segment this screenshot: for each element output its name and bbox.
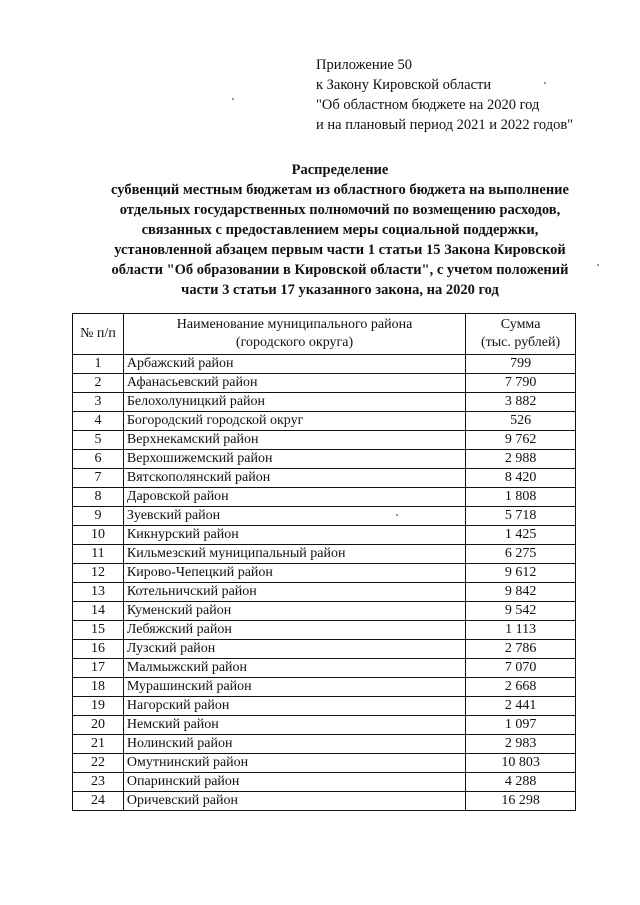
cell-name: Куменский район (123, 602, 465, 621)
appendix-line: "Об областном бюджете на 2020 год (316, 97, 540, 113)
cell-num: 1 (73, 355, 124, 374)
table-row (73, 545, 576, 564)
cell-sum: 3 882 (466, 393, 576, 412)
cell-name: Вятскополянский район (123, 469, 465, 488)
cell-num: 3 (73, 393, 124, 412)
cell-name: Омутнинский район (123, 754, 465, 773)
table-row (73, 602, 576, 621)
table-row (73, 716, 576, 735)
cell-sum: 1 425 (466, 526, 576, 545)
table-row (73, 678, 576, 697)
title-line: субвенций местным бюджетам из областного бюджета на выполнение (111, 182, 569, 198)
cell-name: Кирово-Чепецкий район (123, 564, 465, 583)
appendix-header (316, 55, 616, 135)
cell-name: Богородский городской округ (123, 412, 465, 431)
cell-name: Кильмезский муниципальный район (123, 545, 465, 564)
cell-sum: 2 983 (466, 735, 576, 754)
cell-name: Оричевский район (123, 792, 465, 811)
table-row (73, 735, 576, 754)
table-row (73, 583, 576, 602)
table-row (73, 773, 576, 792)
scan-speck (396, 514, 398, 516)
title-line: отдельных государственных полномочий по возмещению расходов, (119, 202, 561, 218)
table-row (73, 526, 576, 545)
table-header-row (73, 314, 576, 355)
cell-sum: 1 113 (466, 621, 576, 640)
cell-num: 9 (73, 507, 124, 526)
title-line: части 3 статьи 17 указанного закона, на 2020 год (181, 282, 499, 298)
header-name (123, 314, 465, 355)
table-row (73, 507, 576, 526)
cell-num: 11 (73, 545, 124, 564)
cell-sum: 799 (466, 355, 576, 374)
cell-sum: 9 842 (466, 583, 576, 602)
header-sum (466, 314, 576, 355)
table-row (73, 659, 576, 678)
table-row (73, 697, 576, 716)
cell-sum: 5 718 (466, 507, 576, 526)
cell-num: 24 (73, 792, 124, 811)
header-name-line2: (городского округа) (235, 335, 354, 350)
title-line: Распределение (291, 162, 389, 178)
scan-speck (544, 82, 546, 84)
table-row (73, 393, 576, 412)
cell-num: 23 (73, 773, 124, 792)
cell-sum: 6 275 (466, 545, 576, 564)
table-row (73, 374, 576, 393)
cell-name: Малмыжский район (123, 659, 465, 678)
cell-name: Зуевский район (123, 507, 465, 526)
cell-num: 18 (73, 678, 124, 697)
cell-name: Опаринский район (123, 773, 465, 792)
appendix-line: к Закону Кировской области (316, 77, 492, 93)
document-title (60, 160, 620, 300)
header-sum-line2: (тыс. рублей) (481, 335, 561, 350)
cell-sum: 10 803 (466, 754, 576, 773)
title-line: области "Об образовании в Кировской области", с учетом положений (111, 262, 569, 278)
appendix-line: Приложение 50 (316, 57, 412, 73)
cell-name: Мурашинский район (123, 678, 465, 697)
cell-sum: 8 420 (466, 469, 576, 488)
cell-num: 2 (73, 374, 124, 393)
cell-num: 13 (73, 583, 124, 602)
table-row (73, 469, 576, 488)
cell-sum: 526 (466, 412, 576, 431)
cell-num: 22 (73, 754, 124, 773)
cell-num: 6 (73, 450, 124, 469)
cell-num: 4 (73, 412, 124, 431)
cell-num: 20 (73, 716, 124, 735)
table-body (73, 355, 576, 811)
subvention-table (72, 313, 576, 811)
cell-name: Белохолуницкий район (123, 393, 465, 412)
cell-name: Верхнекамский район (123, 431, 465, 450)
cell-num: 16 (73, 640, 124, 659)
table-row (73, 640, 576, 659)
cell-name: Котельничский район (123, 583, 465, 602)
cell-name: Кикнурский район (123, 526, 465, 545)
cell-num: 17 (73, 659, 124, 678)
table-row (73, 431, 576, 450)
cell-num: 21 (73, 735, 124, 754)
cell-num: 7 (73, 469, 124, 488)
cell-sum: 2 441 (466, 697, 576, 716)
cell-sum: 2 988 (466, 450, 576, 469)
table-row (73, 450, 576, 469)
scan-speck (597, 264, 599, 266)
cell-sum: 2 668 (466, 678, 576, 697)
header-name-line1: Наименование муниципального района (176, 317, 413, 332)
cell-sum: 16 298 (466, 792, 576, 811)
header-num: № п/п (73, 314, 124, 355)
cell-name: Даровской район (123, 488, 465, 507)
cell-name: Лебяжский район (123, 621, 465, 640)
cell-sum: 1 808 (466, 488, 576, 507)
cell-num: 15 (73, 621, 124, 640)
cell-num: 12 (73, 564, 124, 583)
cell-name: Арбажский район (123, 355, 465, 374)
table-row (73, 621, 576, 640)
cell-sum: 9 542 (466, 602, 576, 621)
cell-num: 8 (73, 488, 124, 507)
cell-sum: 9 762 (466, 431, 576, 450)
cell-name: Лузский район (123, 640, 465, 659)
table-row (73, 564, 576, 583)
cell-sum: 7 070 (466, 659, 576, 678)
cell-num: 19 (73, 697, 124, 716)
cell-sum: 4 288 (466, 773, 576, 792)
appendix-line: и на плановый период 2021 и 2022 годов" (316, 117, 574, 133)
cell-num: 5 (73, 431, 124, 450)
scan-speck (232, 98, 234, 100)
table-row (73, 355, 576, 374)
cell-num: 14 (73, 602, 124, 621)
cell-name: Афанасьевский район (123, 374, 465, 393)
table-row (73, 792, 576, 811)
cell-name: Немский район (123, 716, 465, 735)
cell-sum: 7 790 (466, 374, 576, 393)
cell-sum: 2 786 (466, 640, 576, 659)
cell-sum: 1 097 (466, 716, 576, 735)
title-line: связанных с предоставлением меры социальной поддержки, (141, 222, 539, 238)
header-sum-line1: Сумма (500, 317, 541, 332)
cell-sum: 9 612 (466, 564, 576, 583)
cell-name: Нолинский район (123, 735, 465, 754)
table-row (73, 754, 576, 773)
cell-num: 10 (73, 526, 124, 545)
table-row (73, 488, 576, 507)
cell-name: Нагорский район (123, 697, 465, 716)
title-line: установленной абзацем первым части 1 статьи 15 Закона Кировской (114, 242, 566, 258)
table-row (73, 412, 576, 431)
cell-name: Верхошижемский район (123, 450, 465, 469)
